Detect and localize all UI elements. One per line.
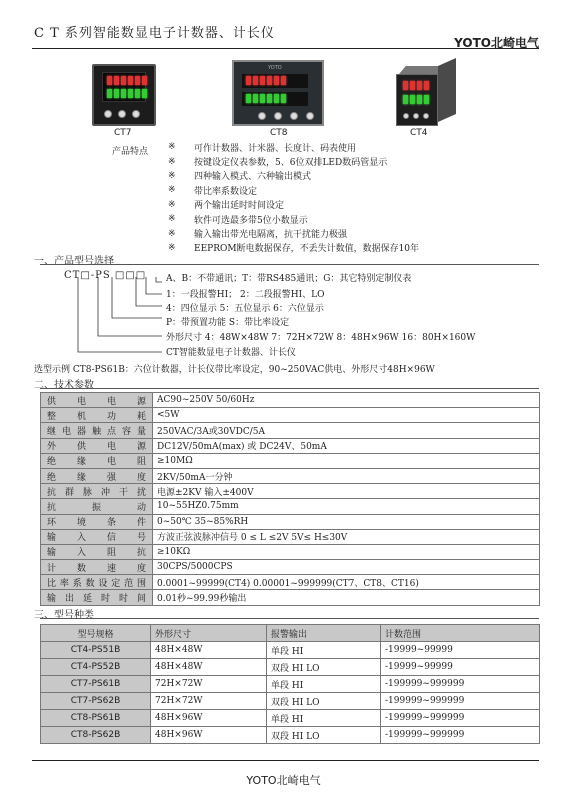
spec-value: AC90~250V 50/60Hz [153, 393, 540, 408]
spec-label: 输入阻抗 [41, 544, 153, 559]
model-cell: CT8-PS62B [41, 727, 151, 744]
model-cell: CT4-PS52B [41, 659, 151, 676]
model-code: CT□-PS □□□ [64, 270, 147, 281]
spec-label: 抗群脉冲干扰 [41, 484, 153, 499]
spec-label: 输入信号 [41, 529, 153, 544]
selection-example: 选型示例 CT8-PS61B：六位计数器，计长仪带比率设定，90~250VAC供电、外形尺寸48H×96W [34, 365, 435, 375]
models-table [40, 624, 540, 744]
alarm-cell: 双段 HI LO [267, 693, 381, 710]
page-title: C T 系列智能数显电子计数器、计长仪 [34, 26, 275, 41]
spec-label: 继电器触点容量 [41, 423, 153, 438]
model-row [41, 642, 540, 659]
ct8-caption: CT8 [270, 128, 288, 138]
alarm-cell: 单段 HI [267, 642, 381, 659]
code-option-comm: A、B：不带通讯；T：带RS485通讯；G：其它特别定制仪表 [166, 274, 412, 284]
spec-row [41, 590, 540, 605]
model-row [41, 676, 540, 693]
header-model: 型号规格 [41, 625, 151, 642]
header-range: 计数范围 [381, 625, 540, 642]
spec-row [41, 408, 540, 423]
spec-row [41, 468, 540, 483]
spec-row [41, 393, 540, 408]
range-cell: -199999~999999 [381, 710, 540, 727]
ct7-caption: CT7 [114, 128, 132, 138]
spec-value: 0.01秒~99.99秒输出 [153, 590, 540, 605]
feature-item: ※ 两个输出延时时间设定 [168, 199, 285, 212]
alarm-cell: 双段 HI LO [267, 727, 381, 744]
spec-label: 外供电源 [41, 438, 153, 453]
spec-value: 10~55HZ0.75mm [153, 499, 540, 514]
spec-label: 计数速度 [41, 560, 153, 575]
footer-divider [32, 760, 539, 761]
range-cell: -199999~999999 [381, 693, 540, 710]
spec-row [41, 484, 540, 499]
feature-item: ※ 四种输入模式、六种输出模式 [168, 170, 312, 183]
spec-table [40, 392, 540, 606]
ct4-caption: CT4 [410, 128, 428, 138]
spec-value: 电源±2KV 输入±400V [153, 484, 540, 499]
spec-value: ≥10KΩ [153, 544, 540, 559]
code-option-digits: 4：四位显示 5：五位显示 6：六位显示 [166, 304, 324, 314]
code-option-function: P：带预置功能 S：带比率设定 [166, 318, 290, 328]
spec-value: 方波正弦波脉冲信号 0 ≤ L ≤2V 5V≤ H≤30V [153, 529, 540, 544]
range-cell: -199999~999999 [381, 727, 540, 744]
spec-row [41, 499, 540, 514]
brand-header: YOTO北崎电气 [454, 36, 539, 50]
spec-label: 绝缘强度 [41, 468, 153, 483]
alarm-cell: 单段 HI [267, 710, 381, 727]
size-cell: 48H×48W [151, 659, 267, 676]
code-option-series: CT智能数显电子计数器、计长仪 [166, 348, 296, 358]
spec-row [41, 438, 540, 453]
spec-value: 2KV/50mA一分钟 [153, 468, 540, 483]
header-alarm: 报警输出 [267, 625, 381, 642]
feature-item: ※ 可作计数器、计米器、长度计、码表使用 [168, 142, 357, 154]
spec-row [41, 453, 540, 468]
model-cell: CT7-PS61B [41, 676, 151, 693]
spec-label: 环境条件 [41, 514, 153, 529]
feature-item: ※ 软件可选最多带5位小数显示 [168, 214, 308, 226]
spec-label: 输出延时时间 [41, 590, 153, 605]
section-1-title: 一、产品型号选择 [34, 256, 114, 267]
spec-row [41, 514, 540, 529]
feature-item: ※ 带比率系数设定 [168, 185, 258, 197]
spec-value: ≥10MΩ [153, 453, 540, 468]
spec-row [41, 575, 540, 590]
feature-item: ※ 按键设定仪表参数，5、6位双排LED数码管显示 [168, 156, 388, 169]
feature-item: ※ EEPROM断电数据保存，不丢失计数值，数据保存10年 [168, 242, 420, 255]
spec-label: 绝缘电阻 [41, 453, 153, 468]
size-cell: 48H×96W [151, 710, 267, 727]
spec-row [41, 544, 540, 559]
size-cell: 48H×48W [151, 642, 267, 659]
size-cell: 72H×72W [151, 676, 267, 693]
brand-footer: YOTO北崎电气 [246, 774, 321, 787]
section-2-divider [40, 388, 539, 389]
spec-value: DC12V/50mA(max) 或 DC24V、50mA [153, 438, 540, 453]
ct8-logo: YOTO [268, 65, 282, 71]
model-row [41, 727, 540, 744]
spec-value: 0.0001~99999(CT4) 0.00001~999999(CT7、CT8、CT16) [153, 575, 540, 590]
spec-label: 比率系数设定范围 [41, 575, 153, 590]
range-cell: -199999~999999 [381, 676, 540, 693]
model-cell: CT4-PS51B [41, 642, 151, 659]
model-cell: CT7-PS62B [41, 693, 151, 710]
spec-value: 250VAC/3A或30VDC/5A [153, 423, 540, 438]
size-cell: 48H×96W [151, 727, 267, 744]
range-cell: -19999~99999 [381, 642, 540, 659]
spec-row [41, 529, 540, 544]
code-option-alarm: 1：一段报警HI； 2：二段报警HI、LO [166, 290, 325, 300]
model-row [41, 659, 540, 676]
alarm-cell: 单段 HI [267, 676, 381, 693]
model-row [41, 693, 540, 710]
spec-value: 30CPS/5000CPS [153, 560, 540, 575]
feature-item: ※ 输入输出带光电隔离，抗干扰能力极强 [168, 228, 348, 241]
header-size: 外形尺寸 [151, 625, 267, 642]
size-cell: 72H×72W [151, 693, 267, 710]
features-label: 产品特点 [112, 147, 149, 157]
spec-label: 整机功耗 [41, 408, 153, 423]
code-option-size: 外形尺寸 4：48W×48W 7：72H×72W 8：48H×96W 16：80H×160W [166, 333, 476, 343]
model-cell: CT8-PS61B [41, 710, 151, 727]
spec-label: 抗振动 [41, 499, 153, 514]
section-2-title: 二、技术参数 [34, 380, 94, 391]
section-3-divider [40, 618, 539, 619]
section-3-title: 三、型号种类 [34, 610, 94, 621]
model-row [41, 710, 540, 727]
spec-value: <5W [153, 408, 540, 423]
spec-row [41, 423, 540, 438]
range-cell: -19999~99999 [381, 659, 540, 676]
spec-row [41, 560, 540, 575]
spec-value: 0~50℃ 35~85%RH [153, 514, 540, 529]
spec-label: 供电电源 [41, 393, 153, 408]
alarm-cell: 双段 HI LO [267, 659, 381, 676]
